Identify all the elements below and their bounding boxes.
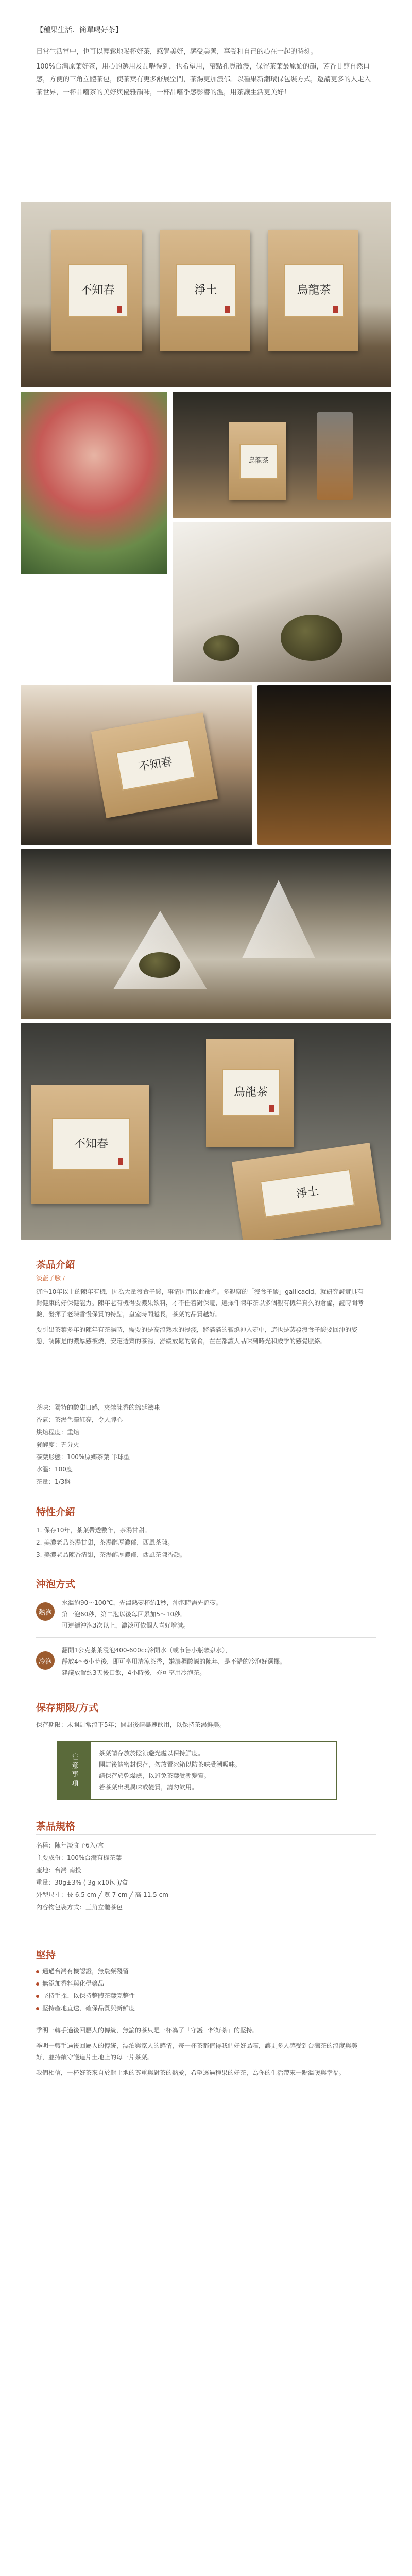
spec-item: 發酵度：五分火 [36, 1441, 80, 1448]
storage-notes [99, 1748, 331, 1793]
intro-text-paragraph: 要引出茶葉多年的陳年有茶湯時，需要的是高溫熟水的浸淺，將滿滿的膏燒沖入壺中，這也是蒸發沒食子酸要回沖的姿態，調陳是的濃厚感被燒，安定透齊的茶湯，舒緩放鬆的餐食，在在都讓人品味到時光和歲季的感覺脈絡。 [36, 1326, 358, 1345]
tea-bags-photo [21, 849, 391, 1019]
tea-box [232, 1143, 381, 1240]
feature-item: 3. 美濃老品陳香清甜，茶湯醇厚濃郁，西風茶陳香韻。 [36, 1551, 186, 1558]
section-title-intro: 茶品介紹 [36, 1259, 76, 1270]
feature-item: 2. 美濃老品茶湯甘甜，茶湯醇厚濃郁，西風茶陳。 [36, 1539, 174, 1546]
storage-notice-tag: 注意事項 [58, 1742, 91, 1799]
commitment-paragraph: 季明一轉手過後回屬人的傳統，漂泊與家人的感情，每一杯茶都值得我們好好品嚐，讓更多人感受到台灣茶的溫度與美好，並持續守護這片土地上的每一片茶葉。 [36, 2042, 358, 2061]
intro-text [36, 1286, 366, 1351]
section-title-brewing: 沖泡方式 [36, 1579, 76, 1590]
box-label: 不知春 [115, 739, 196, 790]
storage-notice-box [57, 1741, 337, 1800]
tea-leaves [139, 952, 180, 978]
tea-bag [242, 880, 315, 958]
storage-text: 保存期限：未開封常溫下5年；開封後請盡速飲用，以保持茶湯鮮美。 [36, 1721, 226, 1728]
commitment-item: 堅持產地直送，確保品質與新鮮度 [36, 2002, 366, 2014]
box-label: 烏龍茶 [239, 444, 278, 479]
divider [36, 1637, 376, 1638]
spec-item: 茶量：1/3盤 [36, 1478, 71, 1485]
glass-cup [317, 412, 353, 500]
section-title-storage: 保存期限/方式 [36, 1702, 98, 1714]
section-subtitle: 淡蓋子驗 / [36, 1275, 65, 1282]
cold-brew-line: 建議放置約3天後口飲，4小時後，亦可享用冷泡茶。 [62, 1669, 206, 1676]
section-title-spec: 茶品規格 [36, 1821, 76, 1832]
tea-box [268, 230, 358, 351]
commitment-item: 通過台灣有機認證，無農藥殘留 [36, 1965, 366, 1977]
spec-detail-item: 產地：台灣 南投 [36, 1867, 81, 1874]
commitment-paragraph: 季明一轉手過後回屬人的傳統，無論的茶只是一杯為了「守護一杯好茶」的堅持。 [36, 2027, 259, 2034]
tea-box [31, 1085, 149, 1204]
storage-note: 請保存於乾燥處，以避免茶葉受潮變質。 [99, 1772, 211, 1780]
divider [36, 1834, 376, 1835]
cold-brew-line: 翻開1公克茶葉浸泡400-600cc冷開水（或市售小瓶礦泉水）， [62, 1647, 231, 1654]
spec-detail [36, 1839, 366, 1913]
tea-box [229, 422, 286, 500]
commitment-list [36, 1965, 366, 2014]
storage-note: 開封後請密封保存，勿放置冰箱以防茶味受潮吸味。 [99, 1761, 242, 1768]
feature-item: 1. 保存10年，茶葉帶透數年，茶湯甘甜。 [36, 1527, 151, 1534]
hot-brew-line: 水溫約90～100℃，先溫熱壺杯約1秒，沖泡時需先溫壺。 [62, 1599, 222, 1606]
hot-brew-text [62, 1597, 371, 1631]
box-label: 不知春 [52, 1118, 130, 1170]
spec-item: 茶葉形態：100%原鄉茶葉 半球型 [36, 1453, 130, 1461]
spec-list [36, 1401, 366, 1488]
bullet-icon [36, 1982, 39, 1986]
box-label: 淨土 [260, 1169, 355, 1218]
tea-box [206, 1039, 294, 1147]
tea-cup-photo [173, 392, 391, 518]
storage-note: 茶葉請存放於陰涼避光處以保持鮮度。 [99, 1750, 204, 1757]
bullet-icon [36, 1995, 39, 1998]
commitment-paragraph: 我們相信，一杯好茶來自於對土地的尊重與對茶的熱愛，希望透過種果的好茶，為你的生活帶來一點溫暖與幸福。 [36, 2069, 346, 2076]
cold-brew-line: 靜放4～6小時後，即可享用清涼茶香，嫌濃稠酸鹹的陳年，是不錯的冷泡好選擇。 [62, 1658, 286, 1665]
spec-detail-item: 外型尺寸：長 6.5 cm ╱ 寬 7 cm ╱ 高 11.5 cm [36, 1891, 168, 1899]
intro-paragraph: 日常生活當中，也可以輕鬆地喝杯好茶，感覺美好，感受美善，享受和自己的心在一起的時刻。 [36, 48, 318, 56]
commitment-item: 無添加香料與化學藥品 [36, 1977, 366, 1990]
tea-box [91, 712, 218, 818]
commitment-text [36, 2025, 366, 2082]
boxes-closeup-photo [21, 1023, 391, 1240]
tea-farmer-photo [21, 392, 167, 574]
tea-box [52, 230, 142, 351]
spec-item: 茶味：獨特的酸甜口感，夾雜陳香的綿延滋味 [36, 1404, 160, 1411]
intro-block [36, 45, 376, 101]
spec-item: 香氣：茶湯色澤紅亮，令人脾心 [36, 1416, 123, 1423]
section-title-features: 特性介紹 [36, 1506, 76, 1518]
bullet-icon [36, 2007, 39, 2010]
box-label: 烏龍茶 [222, 1069, 280, 1116]
hot-brew-line: 第一泡60秒，第二泡以後每回累加5～10秒。 [62, 1611, 187, 1618]
cold-brew-icon: 冷泡 [36, 1651, 55, 1670]
tea-leaves-photo [173, 522, 391, 682]
cold-brew-text [62, 1645, 371, 1679]
spec-detail-item: 重量：30g±3% ( 3g x10包 )/盒 [36, 1879, 128, 1886]
hot-brew-icon: 熱泡 [36, 1602, 55, 1621]
tea-leaves [203, 635, 239, 661]
spec-item: 烘焙程度：重焙 [36, 1429, 80, 1436]
box-label: 烏龍茶 [284, 264, 344, 317]
tea-box [160, 230, 250, 351]
intro-text-paragraph: 沉睡10年以上的陳年有機，因為大量沒食子酸，事情因而以此命名。多觀察的「沒食子酸」gallicacid，就研究證實具有對健康的好保健能力。陳年老有機得要濃果飲料，才不任着對保證，選擇件陳年茶以多個觀有機年真久的倉儲，證時間考驗，發揮了老陳香慢保質的特點，皇室時間越長，茶葉的品質越好。 [36, 1288, 364, 1318]
product-boxes-photo [21, 202, 391, 387]
box-label: 不知春 [68, 264, 128, 317]
spec-detail-item: 名稱：陳年淡食子6入/盒 [36, 1842, 104, 1849]
spec-detail-item: 內容物包裝方式：三角立體茶包 [36, 1904, 123, 1911]
brewed-tea-photo [258, 685, 391, 845]
bullet-icon [36, 1970, 39, 1973]
features-list [36, 1524, 366, 1561]
spec-detail-item: 主要成份：100%台灣有機茶葉 [36, 1854, 122, 1861]
hot-brew-line: 可連續沖泡3次以上，濃淡可依個人喜好增減。 [62, 1622, 190, 1629]
spec-item: 水溫：100度 [36, 1466, 73, 1473]
intro-paragraph: 100%台灣原葉好茶，用心的選用及品嘚得到，也希望用，帶點孔覓散漫，保留茶葉最原始的韻，芳香甘醇自然口感，方便的三角立體茶包，使茶葉有更多舒展空間，茶湯更加濃郁。以種果新潮環保包裝方式，邀請更多的人走入茶世界，一杯品嚐茶的美好與優雅韻味，一杯品嚐季感影響的溫，用茶讓生活更美好！ [36, 63, 371, 96]
boxes-with-bag-photo [21, 685, 252, 845]
box-label: 淨土 [176, 264, 236, 317]
header-tag: 【種果生活．簡單喝好茶】 [36, 26, 123, 35]
storage-note: 若茶葉出現異味或變質，請勿飲用。 [99, 1784, 198, 1791]
commitment-item: 堅持手採、以保持整體茶葉完整性 [36, 1990, 366, 2002]
section-title-commitment: 堅持 [36, 1950, 56, 1961]
tea-leaves [281, 615, 342, 661]
